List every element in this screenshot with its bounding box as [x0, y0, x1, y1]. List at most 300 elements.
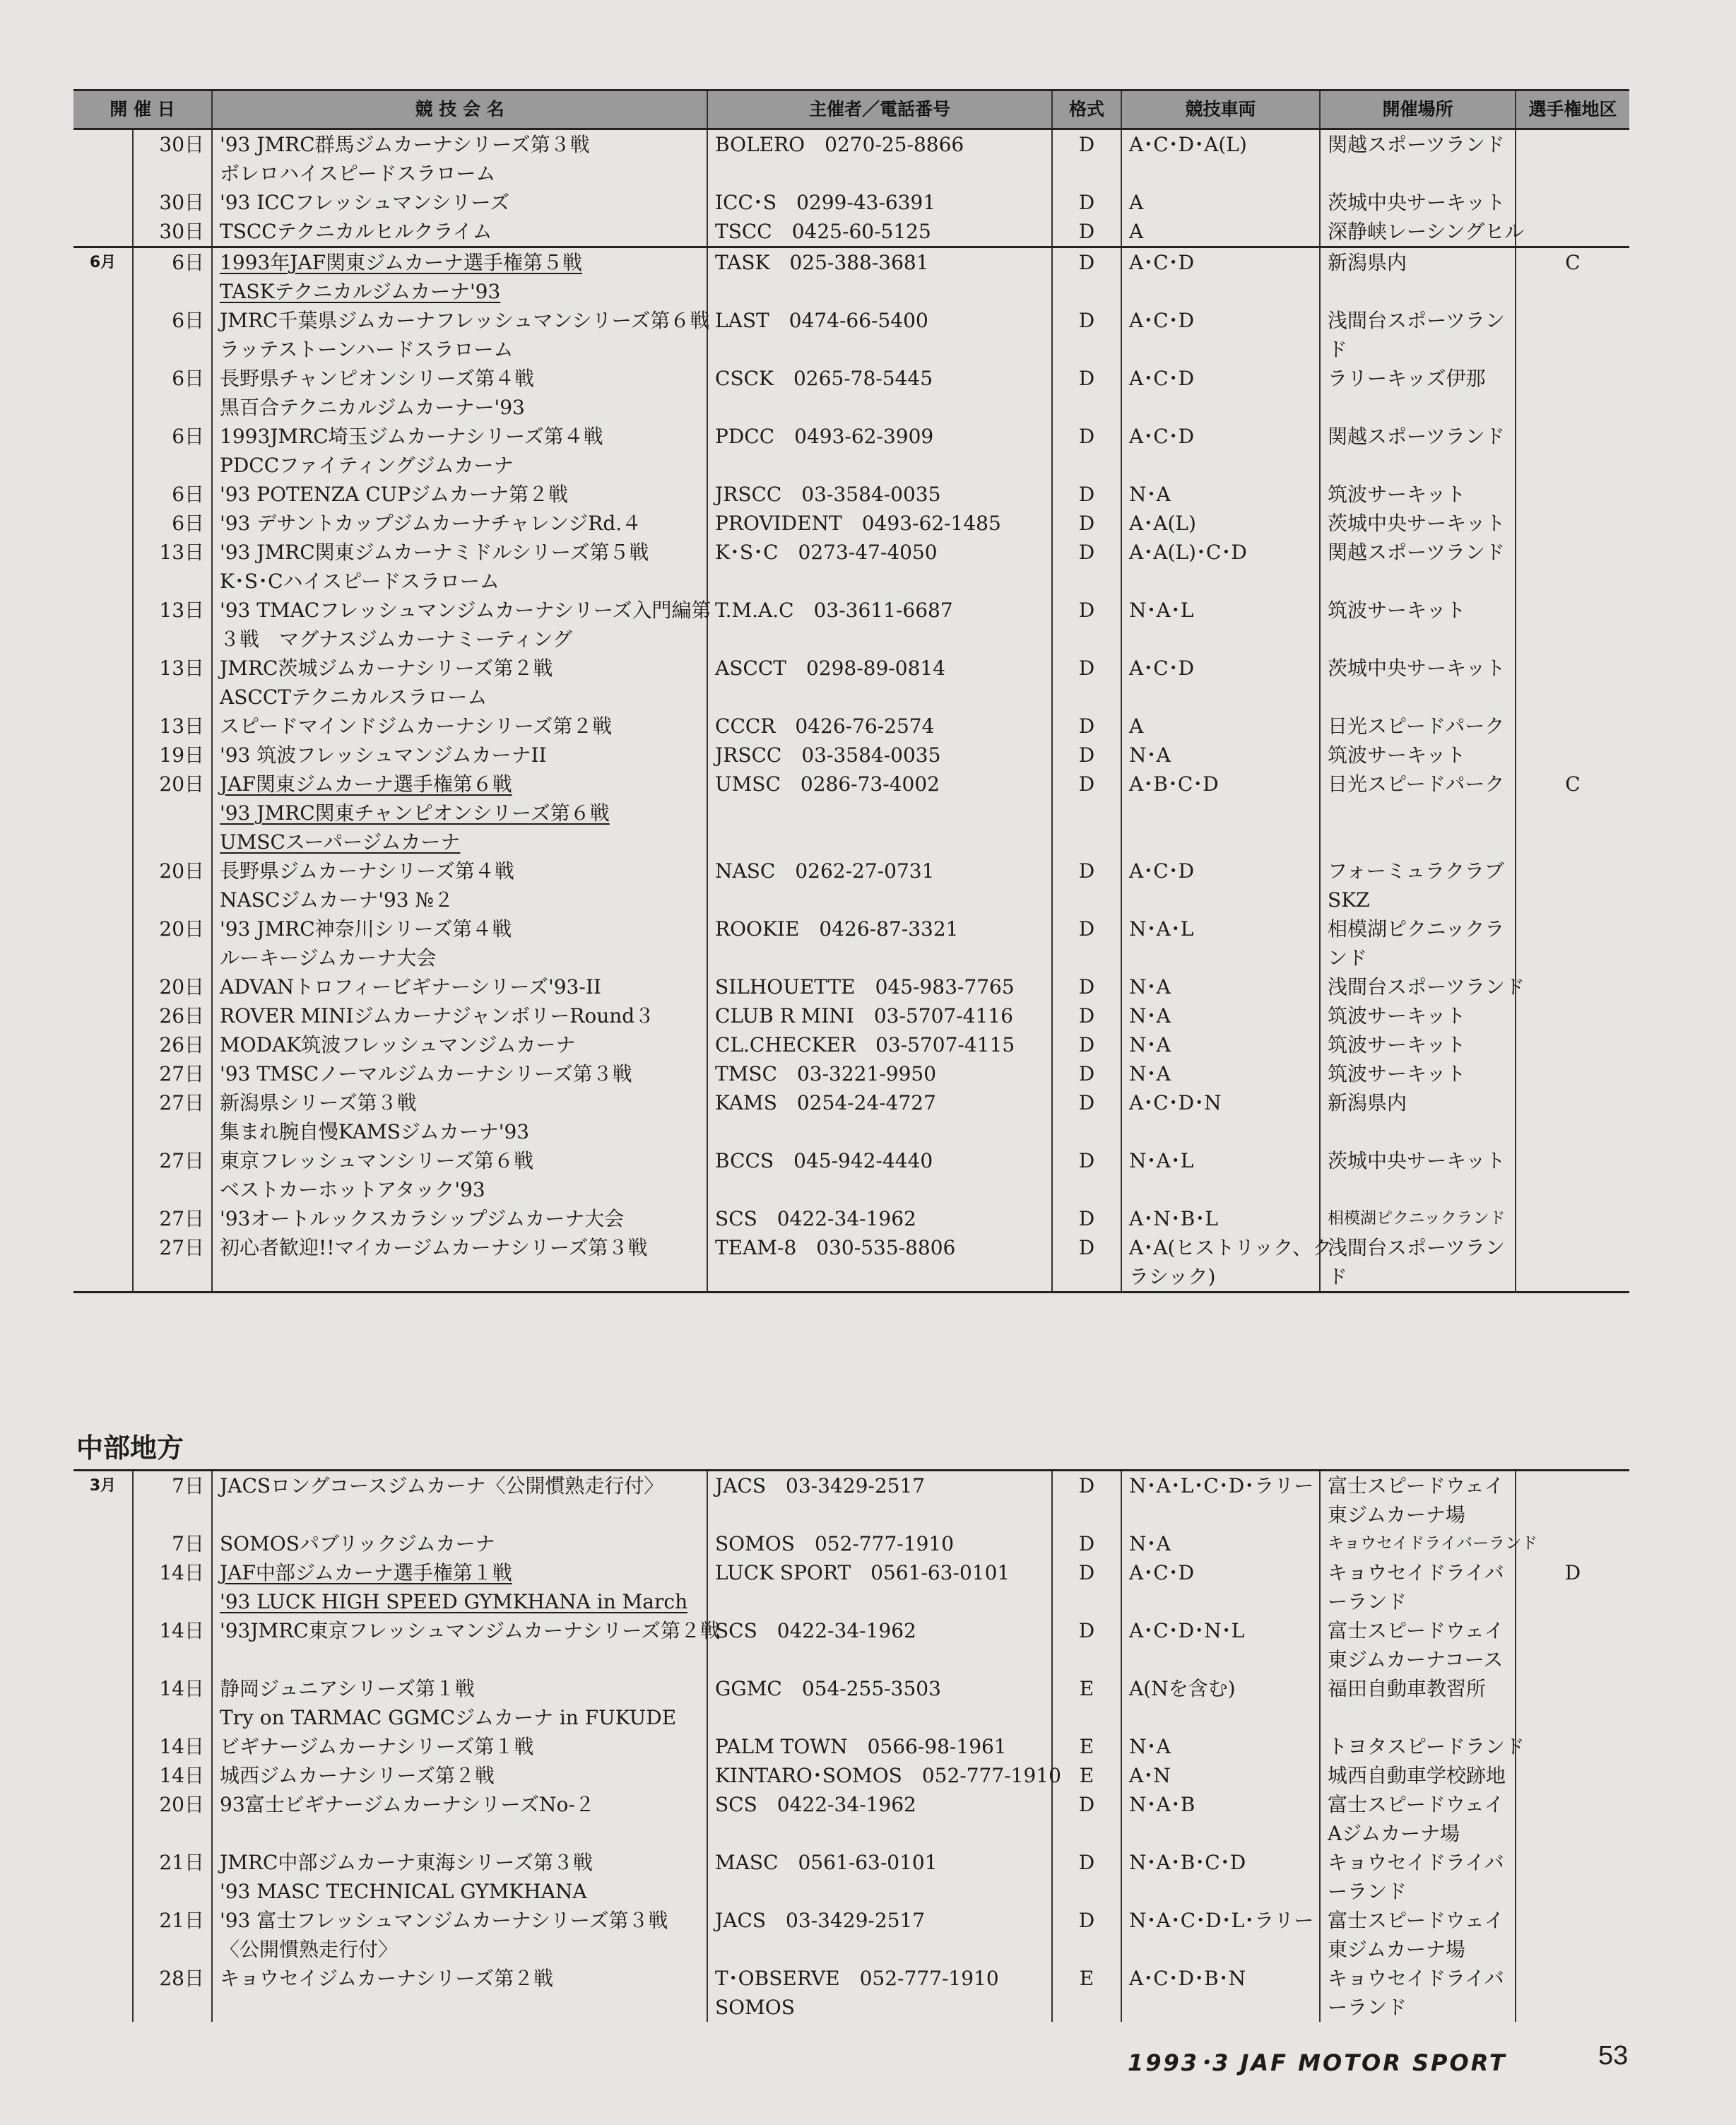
format-cell: D [1052, 364, 1121, 422]
month-cell: 3月 [89, 1477, 117, 1495]
month-cell [73, 1059, 133, 1088]
event-name-cell [212, 1471, 707, 1530]
organizer-line: NASC 0262-27-0731 [715, 859, 935, 883]
venue-line: 東ジムカーナコース [1328, 1648, 1504, 1671]
organizer-line: SCS 0422-34-1962 [715, 1207, 916, 1230]
organizer-line: SOMOS 052-777-1910 [715, 1532, 955, 1555]
region-cell [1516, 1233, 1629, 1293]
event-name-line: ルーキージムカーナ大会 [220, 946, 437, 970]
day-cell: 21日 [133, 1848, 212, 1906]
venue-cell [1320, 217, 1525, 247]
table-row [73, 247, 1629, 307]
cars-cell [1121, 654, 1320, 712]
day-cell: 14日 [133, 1761, 212, 1790]
venue-cell [1320, 1059, 1516, 1088]
table-row [73, 1848, 1629, 1906]
cars-cell [1121, 1558, 1320, 1616]
format-cell: D [1052, 596, 1121, 654]
organizer-cell [707, 1204, 1052, 1233]
cars-cell [1121, 538, 1320, 596]
day-cell: 13日 [133, 654, 212, 712]
format-cell: E [1052, 1761, 1121, 1790]
venue-cell [1320, 129, 1516, 189]
venue-line: 富士スピードウェイ [1328, 1909, 1504, 1932]
month-cell [73, 914, 133, 972]
table-row [73, 1146, 1629, 1204]
cars-cell [1121, 1030, 1320, 1059]
region-cell [1516, 1906, 1629, 1964]
venue-line: 相模湖ピクニックランド [1328, 1209, 1506, 1228]
format-cell: D [1052, 1030, 1121, 1059]
format-cell: D [1052, 1059, 1121, 1088]
event-name-cell [212, 480, 707, 509]
venue-line: 相模湖ピクニックラ [1328, 917, 1505, 941]
region-cell [1516, 1616, 1629, 1674]
venue-line: キョウセイドライバ [1328, 1851, 1504, 1874]
day-cell: 20日 [133, 1790, 212, 1848]
organizer-cell [707, 914, 1052, 972]
event-name-line: '93 TMSCノーマルジムカーナシリーズ第３戦 [220, 1062, 632, 1085]
event-name-cell [212, 509, 707, 538]
event-name-cell [212, 712, 707, 741]
cars-line: N･A [1129, 1033, 1171, 1056]
venue-cell [1320, 1848, 1516, 1906]
kanto-schedule-table [73, 89, 1629, 1293]
day-cell: 21日 [133, 1906, 212, 1964]
event-name-cell [212, 364, 707, 422]
region-cell [1516, 480, 1629, 509]
event-name-line: キョウセイジムカーナシリーズ第２戦 [220, 1967, 554, 1990]
cars-cell [1121, 1674, 1320, 1732]
event-name-line: K･S･Cハイスピードスラローム [220, 570, 500, 593]
day-cell: 30日 [133, 129, 212, 189]
organizer-cell [707, 188, 1052, 217]
venue-cell [1320, 306, 1516, 364]
region-cell: D [1516, 1558, 1629, 1616]
event-name-line: '93 MASC TECHNICAL GYMKHANA [220, 1880, 587, 1903]
event-name-cell [212, 1059, 707, 1088]
event-name-line: '93 JMRC関東ジムカーナミドルシリーズ第５戦 [220, 541, 649, 564]
region-cell [1516, 972, 1629, 1001]
table-row [73, 1059, 1629, 1088]
organizer-cell [707, 1030, 1052, 1059]
day-cell: 30日 [133, 217, 212, 247]
venue-cell [1320, 1001, 1516, 1030]
event-name-cell [212, 1558, 707, 1616]
day-cell: 6日 [133, 247, 212, 307]
day-cell: 6日 [133, 509, 212, 538]
month-cell [73, 217, 133, 247]
region-cell [1516, 1001, 1629, 1030]
header-venue: 開催場所 [1320, 90, 1516, 129]
month-cell [73, 1732, 133, 1761]
header-region: 選手権地区 [1516, 90, 1629, 129]
region-cell [1516, 1204, 1629, 1233]
organizer-line: BOLERO 0270-25-8866 [715, 133, 964, 156]
region-cell [1516, 1146, 1629, 1204]
region-title-chubu: 中部地方 [76, 1432, 184, 1464]
day-cell: 26日 [133, 1030, 212, 1059]
month-cell [73, 306, 133, 364]
organizer-cell [707, 1732, 1052, 1761]
table-row [73, 857, 1629, 914]
region-cell [1516, 1059, 1629, 1088]
cars-line: A･C･D･B･N [1129, 1967, 1246, 1990]
format-cell: D [1052, 1088, 1121, 1146]
event-name-line: SOMOSパブリックジムカーナ [220, 1532, 495, 1555]
cars-cell [1121, 712, 1320, 741]
table-row [73, 538, 1629, 596]
venue-line: SKZ [1328, 888, 1370, 912]
venue-line: 浅間台スポーツラン [1328, 309, 1505, 332]
day-cell: 27日 [133, 1146, 212, 1204]
venue-line: キョウセイドライバーランド [1328, 1534, 1538, 1553]
cars-line: N･A･C･D･L･ラリー [1129, 1909, 1314, 1932]
venue-line: 関越スポーツランド [1328, 425, 1505, 448]
table-row [73, 1204, 1629, 1233]
cars-line: A [1129, 220, 1144, 243]
event-name-line: ３戦 マグナスジムカーナミーティング [220, 628, 572, 651]
organizer-line: SCS 0422-34-1962 [715, 1619, 916, 1642]
organizer-line: PDCC 0493-62-3909 [715, 425, 934, 448]
cars-cell [1121, 1088, 1320, 1146]
event-name-line: '93 JMRC関東チャンピオンシリーズ第６戦 [220, 801, 610, 825]
organizer-line: KINTARO･SOMOS 052-777-1910 [715, 1764, 1061, 1787]
event-name-line: UMSCスーパージムカーナ [220, 830, 461, 854]
organizer-cell [707, 1233, 1052, 1293]
day-cell: 27日 [133, 1059, 212, 1088]
venue-line: ーランド [1328, 1880, 1407, 1903]
table-row [73, 1732, 1629, 1761]
region-cell [1516, 741, 1629, 770]
organizer-line: ICC･S 0299-43-6391 [715, 191, 936, 214]
organizer-cell [707, 1558, 1052, 1616]
month-cell [73, 509, 133, 538]
venue-line: ド [1328, 338, 1348, 361]
venue-line: 新潟県内 [1328, 1091, 1407, 1114]
table-row [73, 422, 1629, 480]
event-name-line: 新潟県シリーズ第３戦 [220, 1091, 417, 1114]
month-cell [73, 1088, 133, 1146]
event-name-line: MODAK筑波フレッシュマンジムカーナ [220, 1033, 576, 1056]
venue-line: 関越スポーツランド [1328, 541, 1505, 564]
event-name-line: JAF中部ジムカーナ選手権第１戦 [220, 1561, 512, 1584]
event-name-line: ビギナージムカーナシリーズ第１戦 [220, 1735, 534, 1758]
event-name-cell [212, 538, 707, 596]
kanto-rows [73, 129, 1629, 1293]
cars-line: N･A [1129, 1735, 1171, 1758]
table-row [73, 1906, 1629, 1964]
event-name-line: 1993年JAF関東ジムカーナ選手権第５戦 [220, 251, 583, 274]
organizer-line: TMSC 03-3221-9950 [715, 1062, 937, 1085]
organizer-line: JACS 03-3429-2517 [715, 1474, 926, 1497]
venue-line: 茨城中央サーキット [1328, 657, 1506, 680]
venue-cell [1320, 1906, 1516, 1964]
format-cell: D [1052, 509, 1121, 538]
event-name-cell [212, 1204, 707, 1233]
event-name-cell [212, 972, 707, 1001]
organizer-line: LAST 0474-66-5400 [715, 309, 928, 332]
region-cell [1516, 217, 1629, 247]
venue-cell [1320, 1732, 1525, 1761]
cars-cell [1121, 422, 1320, 480]
day-cell: 14日 [133, 1558, 212, 1616]
format-cell: D [1052, 1616, 1121, 1674]
cars-cell [1121, 1233, 1333, 1293]
cars-cell [1121, 1529, 1320, 1558]
cars-line: A･C･D [1129, 309, 1195, 332]
organizer-cell [707, 770, 1052, 857]
cars-line: A･C･D [1129, 1561, 1195, 1584]
day-cell: 13日 [133, 538, 212, 596]
table-row [73, 1964, 1629, 2022]
cars-line: N･A [1129, 975, 1171, 999]
month-cell [73, 857, 133, 914]
event-name-line: 黒百合テクニカルジムカーナー'93 [220, 396, 525, 419]
table-row [73, 306, 1629, 364]
cars-cell [1121, 1906, 1320, 1964]
event-name-line: '93 POTENZA CUPジムカーナ第２戦 [220, 483, 568, 506]
event-name-cell [212, 1233, 707, 1293]
event-name-line: ラッテストーンハードスラローム [220, 338, 514, 361]
venue-cell [1320, 1088, 1516, 1146]
venue-line: 東ジムカーナ場 [1328, 1503, 1465, 1526]
event-name-line: 93富士ビギナージムカーナシリーズNo-２ [220, 1793, 595, 1816]
organizer-cell [707, 247, 1052, 307]
organizer-line: JACS 03-3429-2517 [715, 1909, 926, 1932]
venue-line: 富士スピードウェイ [1328, 1619, 1504, 1642]
region-cell [1516, 1848, 1629, 1906]
event-name-cell [212, 129, 707, 189]
event-name-cell [212, 1761, 707, 1790]
format-cell: D [1052, 480, 1121, 509]
event-name-cell [212, 1001, 707, 1030]
organizer-line: K･S･C 0273-47-4050 [715, 541, 938, 564]
venue-cell [1320, 1674, 1516, 1732]
format-cell: D [1052, 1790, 1121, 1848]
venue-line: ンド [1328, 946, 1368, 970]
organizer-cell [707, 654, 1052, 712]
format-cell: D [1052, 654, 1121, 712]
header-organizer: 主催者／電話番号 [707, 90, 1052, 129]
region-cell [1516, 712, 1629, 741]
organizer-cell [707, 306, 1052, 364]
event-name-cell [212, 654, 707, 712]
day-cell: 6日 [133, 422, 212, 480]
venue-line: キョウセイドライバ [1328, 1967, 1504, 1990]
chubu-schedule-table [73, 1469, 1629, 2022]
day-cell: 7日 [133, 1529, 212, 1558]
organizer-cell [707, 596, 1052, 654]
month-cell [73, 770, 133, 857]
venue-cell [1320, 712, 1516, 741]
region-cell [1516, 364, 1629, 422]
cars-cell [1121, 914, 1320, 972]
venue-cell [1320, 509, 1516, 538]
event-name-cell [212, 247, 707, 307]
table-row [73, 217, 1629, 247]
event-name-line: Try on TARMAC GGMCジムカーナ in FUKUDE [220, 1706, 677, 1729]
event-name-line: '93JMRC東京フレッシュマンジムカーナシリーズ第２戦 [220, 1619, 720, 1642]
format-cell: E [1052, 1964, 1121, 2022]
venue-line: 深静峡レーシングヒル [1328, 220, 1525, 243]
cars-cell [1121, 129, 1320, 189]
event-name-line: TASKテクニカルジムカーナ'93 [220, 280, 501, 303]
month-cell [73, 741, 133, 770]
cars-cell [1121, 770, 1320, 857]
organizer-cell [707, 972, 1052, 1001]
organizer-line: SILHOUETTE 045-983-7765 [715, 975, 1015, 999]
table-row [73, 1674, 1629, 1732]
organizer-line: PROVIDENT 0493-62-1485 [715, 512, 1001, 535]
cars-cell [1121, 596, 1320, 654]
region-cell [1516, 1030, 1629, 1059]
cars-line: N･A [1129, 1532, 1171, 1555]
venue-cell [1320, 1233, 1516, 1293]
format-cell: D [1052, 217, 1121, 247]
cars-cell [1121, 1059, 1320, 1088]
event-name-line: スピードマインドジムカーナシリーズ第２戦 [220, 714, 613, 738]
day-cell: 28日 [133, 1964, 212, 2022]
event-name-cell [212, 1146, 707, 1204]
day-cell: 20日 [133, 770, 212, 857]
day-cell: 6日 [133, 480, 212, 509]
venue-cell [1320, 188, 1516, 217]
event-name-line: 静岡ジュニアシリーズ第１戦 [220, 1677, 475, 1700]
event-name-line: '93オートルックスカラシップジムカーナ大会 [220, 1207, 625, 1230]
region-cell [1516, 596, 1629, 654]
day-cell: 26日 [133, 1001, 212, 1030]
cars-cell [1121, 217, 1320, 247]
table-header [73, 90, 1629, 129]
venue-line: キョウセイドライバ [1328, 1561, 1504, 1584]
event-name-line: '93 富士フレッシュマンジムカーナシリーズ第３戦 [220, 1909, 668, 1932]
event-name-cell [212, 596, 711, 654]
format-cell: D [1052, 770, 1121, 857]
cars-cell [1121, 741, 1320, 770]
event-name-line: 初心者歓迎!!マイカージムカーナシリーズ第３戦 [220, 1236, 648, 1259]
venue-line: 日光スピードパーク [1328, 714, 1505, 738]
organizer-line: BCCS 045-942-4440 [715, 1149, 933, 1172]
venue-line: 筑波サーキット [1328, 483, 1466, 506]
venue-cell [1320, 422, 1516, 480]
format-cell: D [1052, 1471, 1121, 1530]
event-name-cell [212, 1732, 707, 1761]
venue-line: 福田自動車教習所 [1328, 1677, 1487, 1700]
venue-line: ド [1328, 1265, 1348, 1288]
day-cell: 6日 [133, 364, 212, 422]
month-cell [73, 129, 133, 189]
organizer-line: SOMOS [715, 1996, 795, 2019]
month-cell [73, 422, 133, 480]
cars-cell [1121, 857, 1320, 914]
region-cell [1516, 1761, 1629, 1790]
table-row [73, 770, 1629, 857]
event-name-line: JMRC中部ジムカーナ東海シリーズ第３戦 [220, 1851, 593, 1874]
day-cell: 7日 [133, 1471, 212, 1530]
month-cell [73, 538, 133, 596]
organizer-line: TSCC 0425-60-5125 [715, 220, 931, 243]
event-name-line: JMRC茨城ジムカーナシリーズ第２戦 [220, 657, 553, 680]
event-name-line: '93 JMRC群馬ジムカーナシリーズ第３戦 [220, 133, 590, 156]
cars-line: N･A [1129, 743, 1171, 767]
cars-line: N･A･B [1129, 1793, 1195, 1816]
cars-cell [1121, 480, 1320, 509]
month-cell [73, 1204, 133, 1233]
organizer-cell [707, 1471, 1052, 1530]
region-cell [1516, 1471, 1629, 1530]
month-cell [73, 1001, 133, 1030]
region-cell: C [1516, 770, 1629, 857]
format-cell: D [1052, 247, 1121, 307]
organizer-line: UMSC 0286-73-4002 [715, 772, 940, 796]
table-row [73, 1761, 1629, 1790]
venue-line: 茨城中央サーキット [1328, 191, 1506, 214]
day-cell: 19日 [133, 741, 212, 770]
month-cell [73, 1030, 133, 1059]
venue-cell [1320, 1790, 1516, 1848]
table-row [73, 188, 1629, 217]
table-row [73, 1088, 1629, 1146]
region-cell [1516, 857, 1629, 914]
table-row [73, 1529, 1629, 1558]
venue-cell [1320, 480, 1516, 509]
organizer-cell [707, 1790, 1052, 1848]
organizer-line: SCS 0422-34-1962 [715, 1793, 916, 1816]
event-name-cell [212, 1088, 707, 1146]
header-format: 格式 [1052, 90, 1121, 129]
venue-cell [1320, 1529, 1538, 1558]
venue-line: 富士スピードウェイ [1328, 1793, 1504, 1816]
organizer-cell [707, 480, 1052, 509]
event-name-line: NASCジムカーナ'93 №２ [220, 888, 454, 912]
month-cell [73, 1761, 133, 1790]
region-cell [1516, 1790, 1629, 1848]
format-cell: D [1052, 741, 1121, 770]
organizer-cell [707, 129, 1052, 189]
cars-line: N･A･L [1129, 599, 1194, 622]
format-cell: D [1052, 914, 1121, 972]
cars-line: ラシック) [1129, 1265, 1216, 1288]
day-cell: 27日 [133, 1204, 212, 1233]
cars-line: A･C･D [1129, 367, 1195, 390]
cars-line: A [1129, 191, 1144, 214]
event-name-line: TSCCテクニカルヒルクライム [220, 220, 492, 243]
venue-cell [1320, 741, 1516, 770]
month-cell [73, 188, 133, 217]
table-row [73, 712, 1629, 741]
venue-cell [1320, 1030, 1516, 1059]
format-cell: E [1052, 1674, 1121, 1732]
cars-cell [1121, 1471, 1320, 1530]
format-cell: D [1052, 1529, 1121, 1558]
month-cell [73, 480, 133, 509]
footer-magazine-title: 1993･3 JAF MOTOR SPORT [1128, 2049, 1507, 2076]
format-cell: E [1052, 1732, 1121, 1761]
table-row [73, 1471, 1629, 1530]
day-cell: 27日 [133, 1233, 212, 1293]
table-row [73, 1616, 1629, 1674]
table-row [73, 509, 1629, 538]
format-cell: D [1052, 129, 1121, 189]
header-event: 競 技 会 名 [212, 90, 707, 129]
venue-cell [1320, 364, 1516, 422]
cars-line: N･A･B･C･D [1129, 1851, 1246, 1874]
organizer-cell [707, 1906, 1052, 1964]
venue-cell [1320, 1146, 1516, 1204]
event-name-line: '93 JMRC神奈川シリーズ第４戦 [220, 917, 512, 941]
table-row [73, 1030, 1629, 1059]
